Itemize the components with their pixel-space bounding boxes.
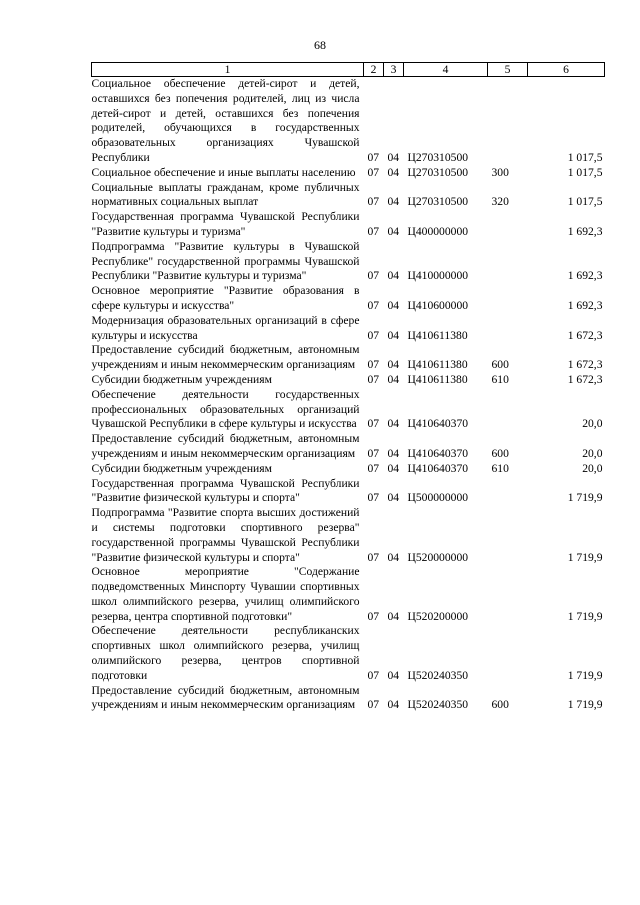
row-name: Основное мероприятие "Развитие образования в сфере культуры и искусства"	[91, 284, 360, 312]
row-target-code: Ц520240350	[407, 668, 469, 682]
row-section: 07	[367, 609, 380, 623]
row-expense-type	[488, 284, 528, 314]
table-row	[92, 373, 605, 388]
row-subsection: 04	[387, 224, 400, 238]
table-row	[92, 314, 605, 344]
row-target-code: Ц410611380	[407, 358, 468, 372]
row-amount: 20,0	[582, 417, 603, 431]
row-target-code: Ц410611380	[407, 372, 468, 386]
row-subsection: 04	[387, 269, 400, 283]
table-row	[92, 240, 605, 284]
row-name: Субсидии бюджетным учреждениям	[91, 372, 272, 386]
header-row	[92, 63, 605, 77]
row-amount: 1 719,9	[567, 609, 603, 623]
row-name: Субсидии бюджетным учреждениям	[91, 461, 272, 475]
row-amount: 20,0	[582, 446, 603, 460]
row-target-code: Ц410000000	[407, 269, 469, 283]
row-target-code: Ц520200000	[407, 609, 469, 623]
row-amount: 1 692,3	[567, 269, 603, 283]
row-section: 07	[367, 195, 380, 209]
row-amount: 1 672,3	[567, 358, 603, 372]
row-subsection: 04	[387, 461, 400, 475]
row-section: 07	[367, 165, 380, 179]
row-name: Предоставление субсидий бюджетным, автономным учреждениям и иным некоммерческим организациям	[91, 432, 360, 460]
row-section: 07	[367, 372, 380, 386]
column-header-5: 5	[488, 63, 528, 77]
row-section: 07	[367, 150, 380, 164]
row-target-code: Ц410611380	[407, 328, 468, 342]
row-section: 07	[367, 698, 380, 712]
row-expense-type	[488, 506, 528, 565]
row-subsection: 04	[387, 417, 400, 431]
row-name: Обеспечение деятельности государственных профессиональных образовательных организаций Чувашской Республики в сфере культуры и искусства	[91, 387, 360, 431]
row-amount: 1 017,5	[567, 195, 603, 209]
row-section: 07	[367, 417, 380, 431]
row-target-code: Ц270310500	[407, 165, 469, 179]
row-name: Предоставление субсидий бюджетным, автономным учреждениям и иным некоммерческим организациям	[91, 683, 360, 712]
row-target-code: Ц500000000	[407, 491, 469, 505]
row-amount: 1 017,5	[567, 165, 603, 179]
table-row	[92, 684, 605, 714]
row-target-code: Ц270310500	[407, 150, 469, 164]
row-subsection: 04	[387, 668, 400, 682]
row-subsection: 04	[387, 358, 400, 372]
row-amount: 1 719,9	[567, 491, 603, 505]
table-row	[92, 77, 605, 166]
row-section: 07	[367, 446, 380, 460]
row-expense-type	[488, 314, 528, 344]
table-row	[92, 166, 605, 181]
row-name: Социальное обеспечение и иные выплаты населению	[91, 165, 356, 179]
row-section: 07	[367, 668, 380, 682]
row-amount: 1 017,5	[567, 150, 603, 164]
row-amount: 1 692,3	[567, 224, 603, 238]
row-expense-type	[488, 477, 528, 507]
column-header-1: 1	[92, 63, 364, 77]
row-subsection: 04	[387, 165, 400, 179]
row-expense-type	[488, 565, 528, 624]
row-name: Государственная программа Чувашской Республики "Развитие физической культуры и спорта"	[91, 476, 360, 505]
row-name: Государственная программа Чувашской Республики "Развитие культуры и туризма"	[91, 210, 360, 238]
row-expense-type: 300	[491, 165, 509, 179]
row-subsection: 04	[387, 446, 400, 460]
row-subsection: 04	[387, 698, 400, 712]
row-name: Предоставление субсидий бюджетным, автономным учреждениям и иным некоммерческим организациям	[91, 343, 360, 372]
row-amount: 1 672,3	[567, 328, 603, 342]
row-target-code: Ц270310500	[407, 195, 469, 209]
row-amount: 1 719,9	[567, 550, 603, 564]
row-subsection: 04	[387, 491, 400, 505]
table-row	[92, 181, 605, 211]
row-section: 07	[367, 298, 380, 312]
column-header-4: 4	[404, 63, 488, 77]
row-expense-type: 320	[491, 195, 509, 209]
table-row	[92, 210, 605, 240]
row-subsection: 04	[387, 150, 400, 164]
table-body	[92, 77, 605, 714]
table-header	[92, 63, 605, 77]
row-expense-type: 600	[491, 698, 509, 712]
row-expense-type	[488, 240, 528, 284]
row-section: 07	[367, 461, 380, 475]
table-row	[92, 624, 605, 683]
row-subsection: 04	[387, 195, 400, 209]
row-section: 07	[367, 550, 380, 564]
row-target-code: Ц520240350	[407, 698, 469, 712]
row-expense-type	[488, 210, 528, 240]
row-amount: 20,0	[582, 461, 603, 475]
row-name: Основное мероприятие "Содержание подведомственных Минспорту Чувашии спортивных школ олимпийского резерва, училищ олимпийского резерва, центра спортивной подготовки"	[91, 565, 360, 623]
row-name: Социальные выплаты гражданам, кроме публичных нормативных социальных выплат	[91, 180, 360, 209]
row-expense-type: 610	[491, 372, 509, 386]
row-target-code: Ц520000000	[407, 550, 469, 564]
row-amount: 1 719,9	[567, 698, 603, 712]
row-section: 07	[367, 269, 380, 283]
row-amount: 1 692,3	[567, 298, 603, 312]
row-amount: 1 719,9	[567, 668, 603, 682]
row-target-code: Ц400000000	[407, 224, 469, 238]
table-row	[92, 284, 605, 314]
row-amount: 1 672,3	[567, 372, 603, 386]
row-name: Обеспечение деятельности республиканских спортивных школ олимпийского резерва, училищ олимпийского резерва, центров спортивной подготовки	[91, 624, 360, 682]
budget-table	[91, 62, 605, 713]
column-header-2: 2	[364, 63, 384, 77]
row-expense-type	[488, 624, 528, 683]
row-expense-type: 610	[491, 461, 509, 475]
page-number: 68	[314, 38, 326, 52]
row-subsection: 04	[387, 328, 400, 342]
row-expense-type: 600	[491, 358, 509, 372]
row-subsection: 04	[387, 609, 400, 623]
table-row	[92, 432, 605, 462]
row-section: 07	[367, 328, 380, 342]
row-name: Подпрограмма "Развитие культуры в Чувашской Республике" государственной программы Чувашской Республики "Развитие культуры и туризма"	[91, 239, 360, 283]
row-subsection: 04	[387, 550, 400, 564]
row-expense-type	[488, 77, 528, 166]
row-name: Социальное обеспечение детей-сирот и детей, оставшихся без попечения родителей, лиц из числа детей-сирот и детей, оставшихся без попечения родителей, обучающихся в государственных образовательных организациях Чувашской Республики	[91, 77, 360, 164]
column-header-3: 3	[384, 63, 404, 77]
table-row	[92, 506, 605, 565]
row-target-code: Ц410640370	[407, 446, 469, 460]
row-name: Модернизация образовательных организаций в сфере культуры и искусства	[91, 313, 360, 342]
row-target-code: Ц410600000	[407, 298, 469, 312]
table-row	[92, 343, 605, 373]
row-target-code: Ц410640370	[407, 461, 469, 475]
row-section: 07	[367, 491, 380, 505]
table-row	[92, 565, 605, 624]
row-section: 07	[367, 224, 380, 238]
row-expense-type	[488, 388, 528, 432]
row-subsection: 04	[387, 372, 400, 386]
row-name: Подпрограмма "Развитие спорта высших достижений и системы подготовки спортивного резерва" государственной программы Чувашской Республики "Развитие физической культуры и спорта"	[91, 506, 360, 564]
row-target-code: Ц410640370	[407, 417, 469, 431]
row-expense-type: 600	[491, 446, 509, 460]
table-row	[92, 477, 605, 507]
row-section: 07	[367, 358, 380, 372]
table-row	[92, 462, 605, 477]
column-header-6: 6	[528, 63, 605, 77]
table-row	[92, 388, 605, 432]
row-subsection: 04	[387, 298, 400, 312]
